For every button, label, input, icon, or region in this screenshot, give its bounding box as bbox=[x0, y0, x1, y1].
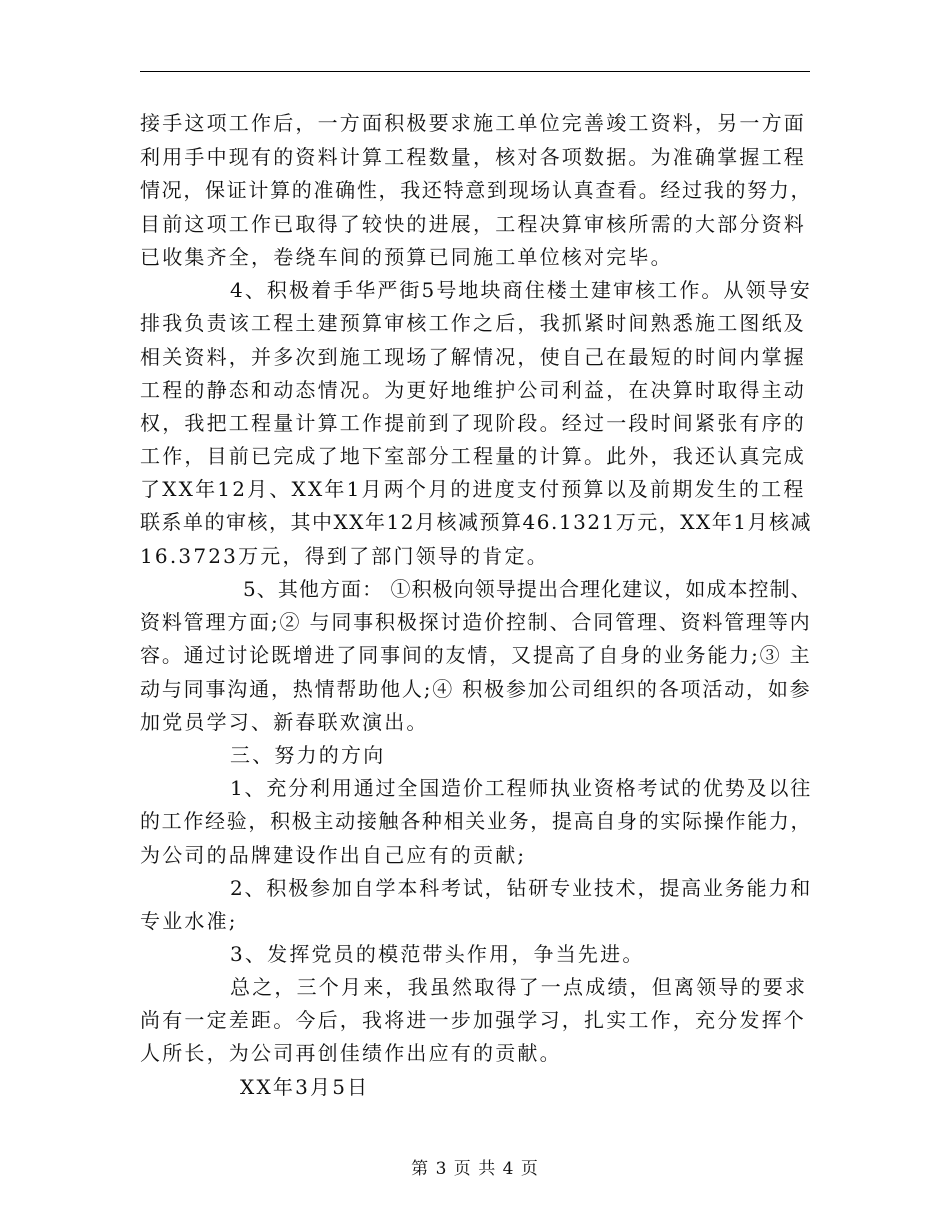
paragraph-start-line: 5、其他方面： ①积极向领导提出合理化建议，如成本控制、 bbox=[243, 577, 812, 601]
body-line: 的工作经验，积极主动接触各种相关业务，提高自身的实际操作能力， bbox=[140, 809, 813, 833]
body-line: 加党员学习、新春联欢演出。 bbox=[140, 710, 429, 734]
body-line: 利用手中现有的资料计算工程数量，核对各项数据。为准确掌握工程 bbox=[140, 145, 806, 169]
paragraph-start-line: 3、发挥党员的模范带头作用，争当先进。 bbox=[230, 942, 645, 966]
body-line: 联系单的审核，其中XX年12月核减预算46.1321万元，XX年1月核减 bbox=[140, 510, 813, 534]
body-line: 目前这项工作已取得了较快的进展，工程决算审核所需的大部分资料 bbox=[140, 212, 806, 236]
body-line: 接手这项工作后，一方面积极要求施工单位完善竣工资料，另一方面 bbox=[140, 111, 806, 135]
body-line: 人所长，为公司再创佳绩作出应有的贡献。 bbox=[140, 1041, 562, 1065]
body-line: 16.3723万元，得到了部门领导的肯定。 bbox=[140, 544, 549, 568]
body-line: 动与同事沟通，热情帮助他人;④ 积极参加公司组织的各项活动，如参 bbox=[140, 677, 812, 701]
body-line: 排我负责该工程土建预算审核工作之后，我抓紧时间熟悉施工图纸及 bbox=[140, 311, 806, 335]
body-line: 尚有一定差距。今后，我将进一步加强学习，扎实工作，充分发挥个 bbox=[140, 1008, 806, 1032]
paragraph-start-line: 4、积极着手华严街5号地块商住楼土建审核工作。从领导安 bbox=[230, 278, 812, 302]
body-line: 情况，保证计算的准确性，我还特意到现场认真查看。经过我的努力， bbox=[140, 178, 813, 202]
body-line: 容。通过讨论既增进了同事间的友情，又提高了自身的业务能力;③ 主 bbox=[140, 643, 812, 667]
body-line: 工程的静态和动态情况。为更好地维护公司利益，在决算时取得主动 bbox=[140, 378, 806, 402]
header-rule bbox=[140, 71, 810, 72]
body-line: 权，我把工程量计算工作提前到了现阶段。经过一段时间紧张有序的 bbox=[140, 411, 806, 435]
body-line: 资料管理方面;② 与同事积极探讨造价控制、合同管理、资料管理等内 bbox=[140, 610, 812, 634]
body-line: 已收集齐全，卷绕车间的预算已同施工单位核对完毕。 bbox=[140, 245, 673, 269]
paragraph-start-line: 总之，三个月来，我虽然取得了一点成绩，但离领导的要求 bbox=[230, 975, 808, 999]
body-line: 相关资料，并多次到施工现场了解情况，使自己在最短的时间内掌握 bbox=[140, 345, 806, 369]
body-line: 为公司的品牌建设作出自己应有的贡献; bbox=[140, 843, 527, 867]
body-line: 专业水准; bbox=[140, 909, 238, 933]
page-number-footer: 第 3 页 共 4 页 bbox=[411, 1159, 539, 1179]
body-line: 工作，目前已完成了地下室部分工程量的计算。此外，我还认真完成 bbox=[140, 444, 806, 468]
paragraph-start-line: 2、积极参加自学本科考试，钻研专业技术，提高业务能力和 bbox=[230, 876, 813, 900]
signature-date: XX年3月5日 bbox=[240, 1075, 370, 1099]
paragraph-start-line: 1、充分利用通过全国造价工程师执业资格考试的优势及以往 bbox=[230, 776, 813, 800]
body-line: 了XX年12月、XX年1月两个月的进度支付预算以及前期发生的工程 bbox=[140, 477, 806, 501]
section-heading: 三、努力的方向 bbox=[230, 743, 386, 767]
